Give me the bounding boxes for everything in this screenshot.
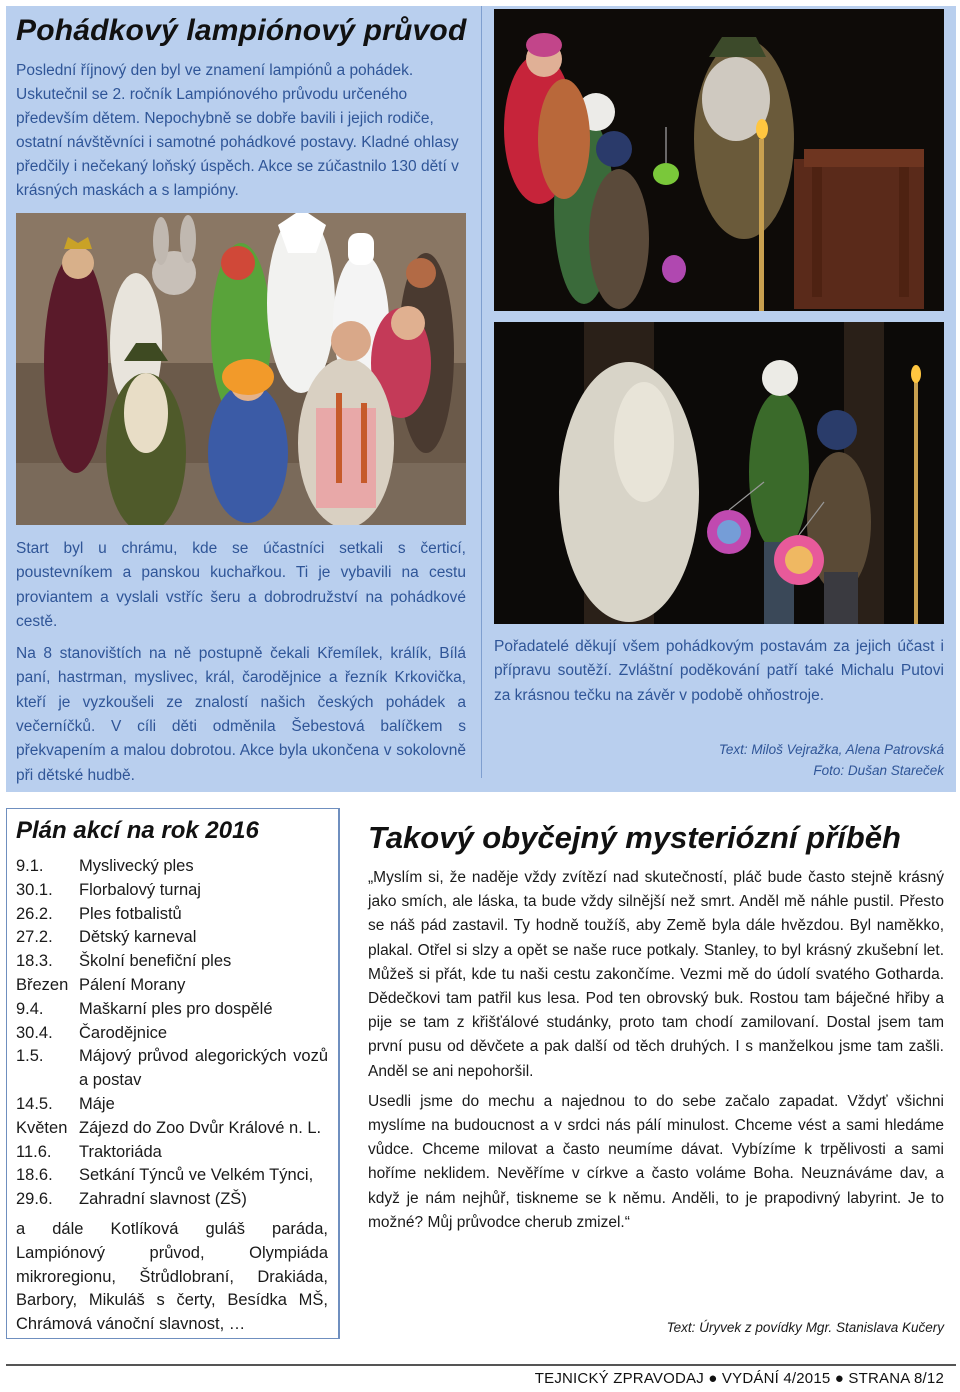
photo-night-lanterns [494, 322, 944, 624]
plan-event-name: Školní benefiční ples [79, 952, 232, 971]
plan-event-date: 18.3. [16, 952, 53, 971]
article-intro: Poslední říjnový den byl ve znamení lampiónů a pohádek. Uskutečnil se 2. ročník Lampiónového průvodu určeného především dětem. Nepochybně se dobře bavili i jejich rodiče, ostatní návštěvníci i samotné pohádkové postavy. Kladné ohlasy předčily i nečekaný loňský úspěch. Akce se zúčastnilo 130 dětí v krásných maskách a s lampióny. [16, 62, 459, 199]
plan-event-row [16, 974, 328, 998]
article-text-credit: Text: Miloš Vejražka, Alena Patrovská [718, 742, 944, 757]
plan-event-row [16, 879, 328, 903]
plan-event-date: 9.1. [16, 857, 44, 875]
plan-event-row [16, 1093, 328, 1117]
article-title: Pohádkový lampiónový průvod [16, 14, 467, 47]
plan-event-list [16, 855, 328, 1212]
plan-event-date: 11.6. [16, 1142, 52, 1161]
plan-event-date: 14.5. [16, 1094, 53, 1113]
plan-event-row [16, 1141, 328, 1165]
plan-event-name: Florbalový turnaj [79, 880, 201, 899]
plan-event-name: Setkání Týnců ve Velkém Týnci, [79, 1166, 314, 1185]
plan-event-row [16, 1164, 328, 1188]
photo-costumed-characters [16, 213, 466, 525]
plan-event-row [16, 926, 328, 950]
plan-event-date: 1.5. [16, 1047, 44, 1066]
plan-event-row [16, 855, 328, 879]
plan-event-name: Traktoriáda [79, 1142, 162, 1161]
story-credit: Text: Úryvek z povídky Mgr. Stanislava Kučery [666, 1320, 944, 1335]
article-thanks: Pořadatelé děkují všem pohádkovým postavám za jejich účast i přípravu soutěží. Zvláštní poděkování patří také Michalu Putovi za krásnou tečku na závěr v podobě ohňostroje. [494, 638, 944, 704]
plan-event-date: 30.4. [16, 1023, 53, 1042]
plan-event-name: Ples fotbalistů [79, 904, 182, 923]
column-divider [481, 6, 482, 778]
story-body [368, 866, 944, 1241]
plan-event-row [16, 1022, 328, 1046]
plan-event-date: Březen [16, 975, 69, 994]
article-paragraph: Na 8 stanovištích na ně postupně čekali Křemílek, králík, Bílá paní, hastrman, myslivec, král, čarodějnice a řezník Krkovička, kteří je vyzkoušeli ze znalostí našich českých pohádek a večerníčků. V cíli děti odměnila Šebestová balíčkem s překvapením a malou dobrotou. Akce byla ukončena v sokolovně při dětské hudbě. [16, 645, 466, 784]
footer-issue-info: TEJNICKÝ ZPRAVODAJ ● VYDÁNÍ 4/2015 ● STRANA 8/12 [534, 1370, 944, 1387]
footer-divider [6, 1364, 956, 1366]
article-photo-credit: Foto: Dušan Stareček [813, 763, 944, 778]
plan-event-row [16, 903, 328, 927]
article-paragraph: Start byl u chrámu, kde se účastníci setkali s čerticí, poustevníkem a panskou kuchařkou. Ti je vybavili na cestu proviantem a vyslali vstříc šeru a dobrodružství na pohádkové cestě. [16, 540, 466, 630]
plan-event-date: 29.6. [16, 1190, 53, 1209]
plan-event-name: Zájezd do Zoo Dvůr Králové n. L. [79, 1118, 322, 1137]
story-paragraph: „Myslím si, že naděje vždy zvítězí nad skutečností, pláč bude často stejně krásný jako smích, ale láska, ta bude vždy silnější než smrt. Anděl mě náhle pustil. Přesto se náš pád zastavil. Ty hodně toužíš, aby Země byla dále hvězdou. Byl naměkko, plakal. Otřel si slzy a opět se naše ruce potkaly. Stanley, to byl krásný zkušební let. Můžeš si přát, kde tu naši cestu zakončíme. Vezmi mě do údolí svatého Gotharda. Dědečkovi tam patřil kus lesa. Pod ten obrovský buk. Rostou tam báječné hřiby a pije se tam z křišťálové studánky, proto tam chodí zamilovaní. Dostal jsem tam první pusu od děvčete a pak další od těch druhých. I s manželkou jsme tam zašli. Anděl se ani nepohoršil. [368, 869, 944, 1080]
plan-event-row [16, 1045, 328, 1093]
plan-event-date: 26.2. [16, 904, 53, 923]
plan-event-row [16, 998, 328, 1022]
story-title: Takový obyčejný mysteriózní příběh [368, 820, 901, 855]
plan-event-name: Maškarní ples pro dospělé [79, 999, 273, 1018]
plan-event-row [16, 1117, 328, 1141]
plan-event-name: Zahradní slavnost (ZŠ) [79, 1190, 247, 1209]
plan-event-date: 9.4. [16, 999, 44, 1018]
plan-event-date: 30.1. [16, 880, 53, 899]
plan-title: Plán akcí na rok 2016 [16, 817, 259, 844]
plan-event-date: 18.6. [16, 1166, 53, 1185]
plan-event-name: Májový průvod alegorických vozů a postav [79, 1047, 328, 1090]
plan-event-name: Myslivecký ples [79, 857, 194, 875]
plan-event-row [16, 1188, 328, 1212]
article-left-column [16, 537, 466, 796]
photo-night-torch-scene [494, 9, 944, 311]
plan-more-events: a dále Kotlíková guláš paráda, Lampiónový průvod, Olympiáda mikroregionu, Štrůdlobraní, Drakiáda, Barbory, Mikuláš s čerty, Besídka MŠ, Chrámová vánoční slavnost, … [16, 1220, 328, 1334]
story-paragraph: Usedli jsme do mechu a najednou to do sebe začalo zapadat. Vždyť všichni myslíme na budoucnost a v srdci nás pálí minulost. Chceme vést a sami hledáme vůdce. Chceme milovat a často neumíme dávat. Vybízíme k trpělivosti a sami hoříme neklidem. Nevěříme v církve a často voláme Boha. Neuznáváme dav, a když je nám nejhůř, tiskneme se k němu. Anděli, to je prapodivný labyrint. Je to možné? Můj průvodce cherub zmizel.“ [368, 1092, 944, 1231]
plan-event-name: Máje [79, 1094, 115, 1113]
plan-event-date: Květen [16, 1118, 68, 1137]
plan-event-date: 27.2. [16, 928, 53, 947]
plan-event-row [16, 950, 328, 974]
plan-event-name: Čarodějnice [79, 1023, 168, 1042]
plan-event-name: Pálení Morany [79, 975, 186, 994]
plan-event-name: Dětský karneval [79, 928, 197, 947]
